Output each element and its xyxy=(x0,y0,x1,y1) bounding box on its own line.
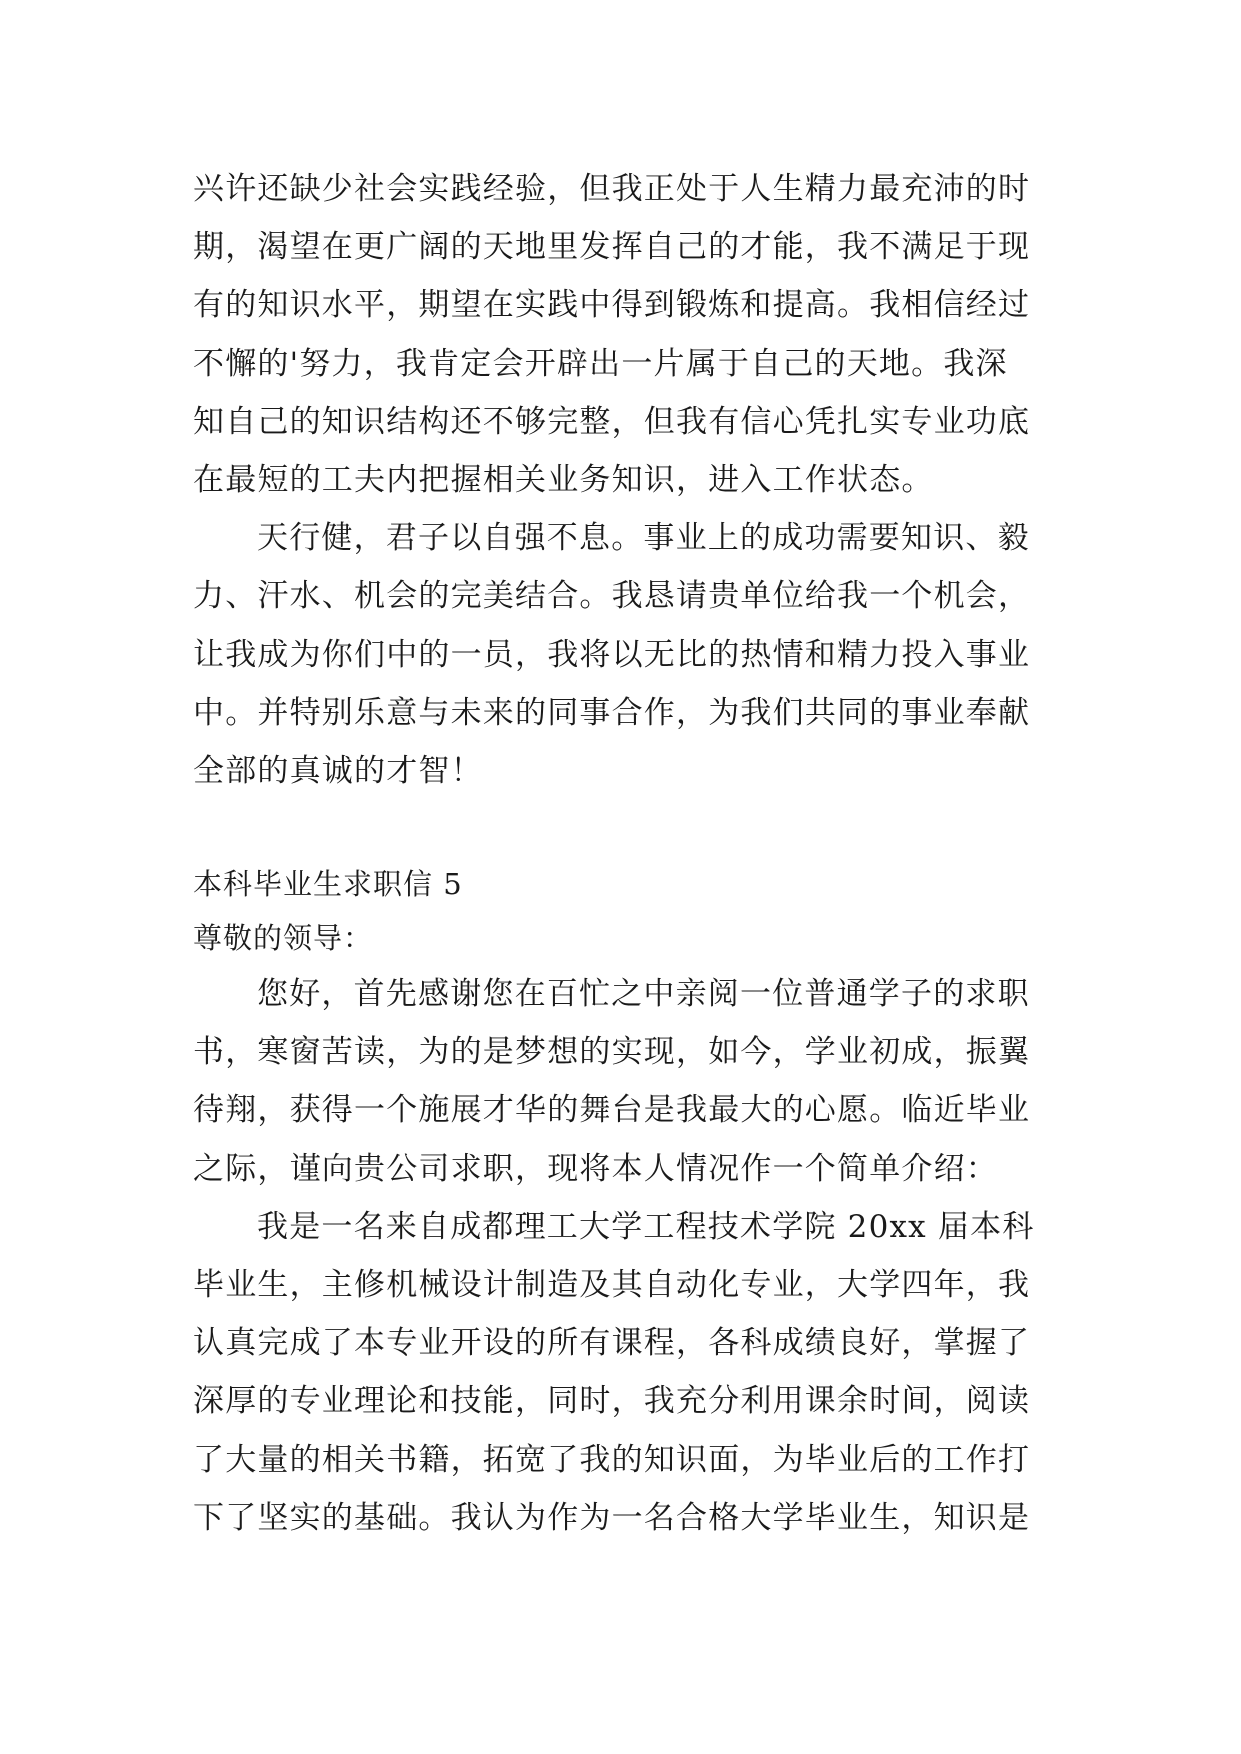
text-line: 中。并特别乐意与未来的同事合作，为我们共同的事业奉献 xyxy=(193,694,1031,731)
text-line: 您好，首先感谢您在百忙之中亲阅一位普通学子的求职 xyxy=(257,976,1030,1013)
text-line: 天行健，君子以自强不息。事业上的成功需要知识、毅 xyxy=(257,520,1030,557)
paragraph-closing xyxy=(193,509,1073,800)
paragraph-intro xyxy=(193,965,1073,1198)
section-title: 本科毕业生求职信 5 xyxy=(193,867,463,902)
text-line: 力、汗水、机会的完美结合。我恳请贵单位给我一个机会， xyxy=(193,578,1031,615)
document-body xyxy=(193,160,1073,1547)
text-line: 知自己的知识结构还不够完整，但我有信心凭扎实专业功底 xyxy=(193,403,1031,440)
text-line: 书，寒窗苦读，为的是梦想的实现，如今，学业初成，振翼 xyxy=(193,1034,1031,1071)
text-line: 认真完成了本专业开设的所有课程，各科成绩良好，掌握了 xyxy=(193,1325,1031,1362)
text-line: 在最短的工夫内把握相关业务知识，进入工作状态。 xyxy=(193,461,934,498)
text-line: 下了坚实的基础。我认为作为一名合格大学毕业生，知识是 xyxy=(193,1499,1031,1536)
text-line: 期，渴望在更广阔的天地里发挥自己的才能，我不满足于现 xyxy=(193,229,1031,266)
text-line: 深厚的专业理论和技能，同时，我充分利用课余时间，阅读 xyxy=(193,1383,1031,1420)
text-line: 有的知识水平，期望在实践中得到锻炼和提高。我相信经过 xyxy=(193,287,1031,324)
text-line: 待翔，获得一个施展才华的舞台是我最大的心愿。临近毕业 xyxy=(193,1092,1031,1129)
text-line: 之际，谨向贵公司求职，现将本人情况作一个简单介绍： xyxy=(193,1150,998,1187)
paragraph-continuation xyxy=(193,160,1073,509)
text-line: 全部的真诚的才智！ xyxy=(193,752,483,789)
text-line: 了大量的相关书籍，拓宽了我的知识面，为毕业后的工作打 xyxy=(193,1441,1031,1478)
text-line: 不懈的'努力，我肯定会开辟出一片属于自己的天地。我深 xyxy=(193,345,1008,382)
text-line: 兴许还缺少社会实践经验，但我正处于人生精力最充沛的时 xyxy=(193,171,1031,207)
text-line: 我是一名来自成都理工大学工程技术学院 20xx 届本科 xyxy=(257,1208,1035,1245)
salutation: 尊敬的领导： xyxy=(193,921,374,956)
text-line: 让我成为你们中的一员，我将以无比的热情和精力投入事业 xyxy=(193,636,1031,673)
text-line: 毕业生，主修机械设计制造及其自动化专业，大学四年，我 xyxy=(193,1267,1031,1303)
paragraph-background xyxy=(193,1198,1073,1547)
spacer xyxy=(193,800,1073,858)
